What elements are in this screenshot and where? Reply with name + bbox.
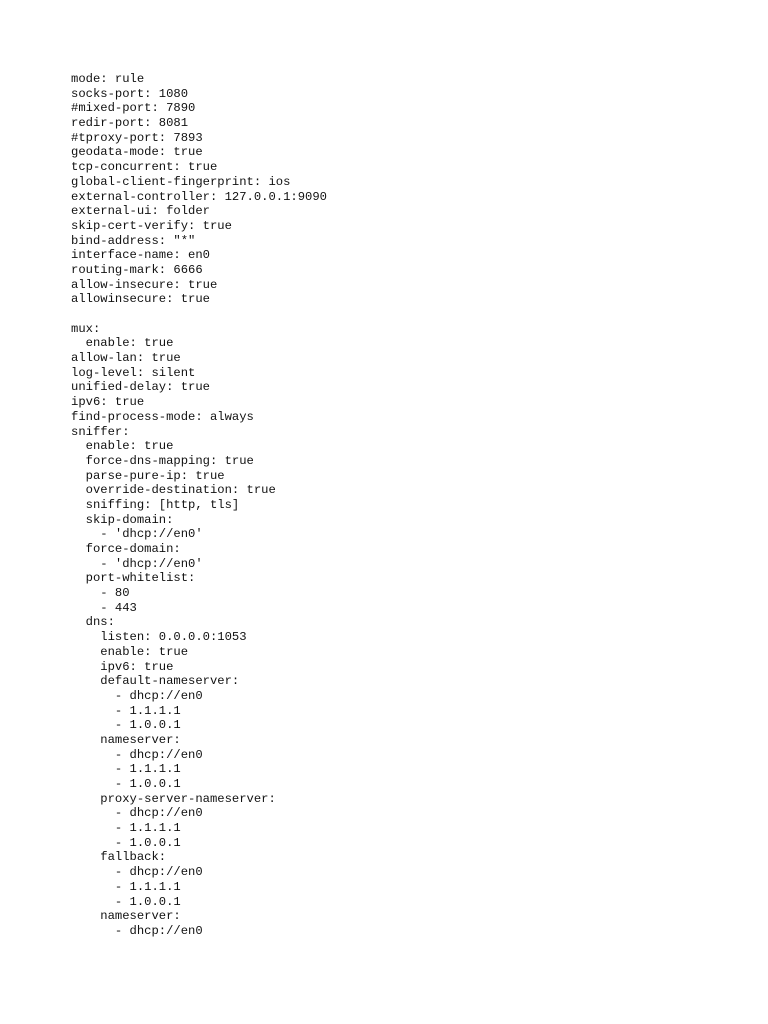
config-line-text: - 1.0.0.1 — [114, 718, 181, 733]
config-line — [71, 689, 731, 704]
config-line — [71, 204, 731, 219]
config-line-text: enable: true — [85, 336, 174, 351]
config-line-text: #mixed-port: 7890 — [71, 101, 196, 116]
config-line — [71, 219, 731, 234]
config-line — [71, 87, 731, 102]
config-line-text: - 1.1.1.1 — [114, 762, 181, 777]
config-line-text: dns: — [85, 615, 115, 630]
config-line-text: - 1.0.0.1 — [114, 777, 181, 791]
config-line-text: global-client-fingerprint: ios — [71, 174, 291, 189]
config-line-text: - 'dhcp://en0' — [100, 527, 203, 542]
config-line — [71, 660, 731, 675]
config-line-text: skip-domain: — [85, 512, 174, 527]
config-line-text: - 1.1.1.1 — [114, 879, 181, 894]
config-line — [71, 160, 731, 175]
config-line-text: listen: 0.0.0.0:1053 — [100, 630, 247, 645]
config-line — [71, 924, 731, 939]
config-line-text: parse-pure-ip: true — [85, 468, 225, 483]
config-line — [71, 792, 731, 807]
config-line — [71, 836, 731, 851]
config-line — [71, 865, 731, 880]
config-line-text: - 1.0.0.1 — [114, 894, 181, 909]
config-line — [71, 410, 731, 425]
config-line — [71, 542, 731, 557]
config-line — [71, 748, 731, 763]
config-line — [71, 292, 731, 307]
config-document — [71, 72, 731, 939]
config-line — [71, 395, 731, 410]
config-line — [71, 704, 731, 719]
config-line-text: sniffer: — [71, 424, 130, 439]
config-line — [71, 571, 731, 586]
config-line-text: nameserver: — [100, 732, 181, 747]
config-line-text: enable: true — [85, 439, 174, 454]
config-line — [71, 527, 731, 542]
config-line-text: routing-mark: 6666 — [71, 262, 203, 277]
config-line — [71, 880, 731, 895]
config-line — [71, 513, 731, 528]
config-line — [71, 454, 731, 469]
config-line-text: - 80 — [100, 586, 130, 601]
config-line — [71, 895, 731, 910]
config-line — [71, 145, 731, 160]
config-line — [71, 615, 731, 630]
config-line — [71, 72, 731, 87]
config-line — [71, 645, 731, 660]
config-line — [71, 336, 731, 351]
config-line-text: proxy-server-nameserver: — [100, 791, 276, 806]
config-line-text: - 1.0.0.1 — [114, 835, 181, 850]
config-line — [71, 380, 731, 395]
blank-line — [71, 307, 731, 322]
config-line-text: - 1.1.1.1 — [114, 703, 181, 718]
config-line-text: - dhcp://en0 — [114, 865, 203, 880]
config-line-text: interface-name: en0 — [71, 248, 210, 263]
config-line — [71, 850, 731, 865]
config-line-text: enable: true — [100, 644, 189, 659]
config-line-text: - dhcp://en0 — [114, 747, 203, 762]
config-line — [71, 116, 731, 131]
config-line-text: allow-lan: true — [71, 351, 181, 366]
config-line-text: find-process-mode: always — [71, 409, 254, 424]
config-line — [71, 718, 731, 733]
config-line-text: skip-cert-verify: true — [71, 218, 232, 233]
config-line-text: #tproxy-port: 7893 — [71, 130, 203, 145]
config-line — [71, 131, 731, 146]
config-line — [71, 322, 731, 337]
config-line-text: - dhcp://en0 — [114, 688, 203, 703]
config-line-text: mode: rule — [71, 72, 145, 86]
config-line — [71, 601, 731, 616]
config-line — [71, 439, 731, 454]
config-line-text: - 443 — [100, 600, 137, 615]
config-line — [71, 248, 731, 263]
config-line-text: force-dns-mapping: true — [85, 453, 254, 468]
config-line-text: bind-address: "*" — [71, 233, 196, 248]
config-line-text: default-nameserver: — [100, 674, 240, 689]
config-line-text: redir-port: 8081 — [71, 116, 189, 131]
config-line-text: - 'dhcp://en0' — [100, 556, 203, 571]
config-line-text: fallback: — [100, 850, 167, 865]
config-line — [71, 425, 731, 440]
config-line — [71, 175, 731, 190]
config-line-text: external-controller: 127.0.0.1:9090 — [71, 189, 327, 204]
config-line-text: allowinsecure: true — [71, 292, 210, 307]
config-line — [71, 762, 731, 777]
config-line-text: unified-delay: true — [71, 380, 210, 395]
config-line — [71, 190, 731, 205]
config-line — [71, 234, 731, 249]
config-line-text: force-domain: — [85, 542, 181, 556]
config-line — [71, 674, 731, 689]
config-line-text: - dhcp://en0 — [114, 923, 203, 938]
config-line-text: mux: — [71, 321, 101, 336]
config-line — [71, 586, 731, 601]
config-line-text: allow-insecure: true — [71, 277, 218, 292]
config-line-text: port-whitelist: — [85, 571, 196, 586]
config-line — [71, 366, 731, 381]
config-line — [71, 263, 731, 278]
config-line-text: - dhcp://en0 — [114, 806, 203, 821]
config-line — [71, 351, 731, 366]
config-line — [71, 733, 731, 748]
config-line-text: log-level: silent — [71, 365, 196, 380]
config-line — [71, 469, 731, 484]
config-line-text: ipv6: true — [100, 659, 174, 674]
config-line — [71, 909, 731, 924]
config-line — [71, 557, 731, 572]
config-line — [71, 498, 731, 513]
config-line-text: socks-port: 1080 — [71, 86, 189, 101]
config-line-text: nameserver: — [100, 909, 181, 924]
config-line — [71, 806, 731, 821]
config-line-text: tcp-concurrent: true — [71, 160, 218, 175]
config-line — [71, 278, 731, 293]
config-line-text: ipv6: true — [71, 395, 145, 410]
config-line — [71, 483, 731, 498]
config-line-text: external-ui: folder — [71, 204, 210, 219]
config-line-text: geodata-mode: true — [71, 145, 203, 160]
config-line-text: sniffing: [http, tls] — [85, 497, 240, 512]
config-line — [71, 821, 731, 836]
config-line-text: override-destination: true — [85, 483, 276, 498]
config-line — [71, 777, 731, 792]
config-line-text: - 1.1.1.1 — [114, 821, 181, 836]
config-line — [71, 630, 731, 645]
config-line — [71, 101, 731, 116]
